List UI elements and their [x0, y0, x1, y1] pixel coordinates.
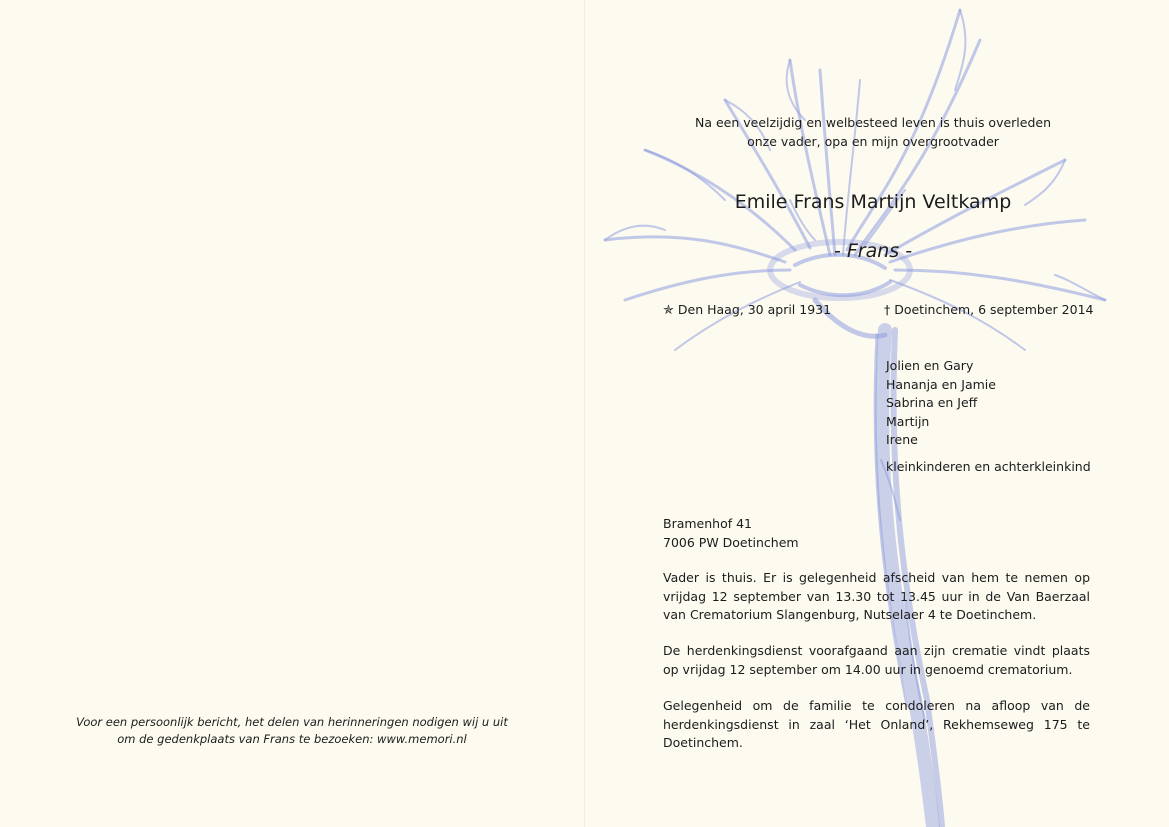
intro-text [663, 113, 1083, 151]
relation-note: kleinkinderen en achterkleinkind [886, 459, 1091, 474]
memori-note [60, 714, 524, 748]
left-page [0, 0, 584, 827]
announcement [585, 0, 1169, 827]
condolence-paragraph: Gelegenheid om de familie te condoleren na afloop van de herdenkingsdienst in zaal ‘Het Onland’, Rekhemseweg 175 te Doetinchem. [663, 698, 1090, 751]
family-member: Jolien en Gary [886, 358, 974, 373]
nickname: - Frans - [833, 240, 913, 262]
family-member: Irene [886, 432, 918, 447]
deceased-name: Emile Frans Martijn Veltkamp [734, 191, 1012, 213]
intro-line-1: Na een veelzijdig en welbesteed leven is thuis overleden [694, 115, 1052, 130]
birth-text: Den Haag, 30 april 1931 [677, 302, 832, 317]
birth-info [663, 302, 831, 318]
memori-note-line-2: om de gedenkplaats van Frans te bezoeken: www.memori.nl [117, 732, 467, 746]
family-member: Sabrina en Jeff [886, 395, 978, 410]
farewell-paragraph: Vader is thuis. Er is gelegenheid afscheid van hem te nemen op vrijdag 12 september van 13.30 tot 13.45 uur in de Van Baerzaal van Crematorium Slangenburg, Nutselaer 4 te Doetinchem. [663, 570, 1090, 623]
death-info: † Doetinchem, 6 september 2014 [884, 302, 1094, 317]
address-city: 7006 PW Doetinchem [663, 535, 799, 550]
right-page [585, 0, 1169, 827]
memori-note-line-1: Voor een persoonlijk bericht, het delen van herinneringen nodigen wij u uit [76, 715, 508, 729]
service-paragraph: De herdenkingsdienst voorafgaand aan zijn crematie vindt plaats op vrijdag 12 september om 14.00 uur in genoemd crematorium. [663, 643, 1090, 677]
intro-line-2: onze vader, opa en mijn overgrootvader [747, 134, 999, 149]
family-member: Hananja en Jamie [886, 376, 996, 392]
star-icon: ✯ [663, 303, 674, 318]
address-street: Bramenhof 41 [663, 516, 753, 531]
address [663, 514, 799, 552]
family-list [886, 357, 996, 450]
family-member: Martijn [886, 413, 930, 429]
